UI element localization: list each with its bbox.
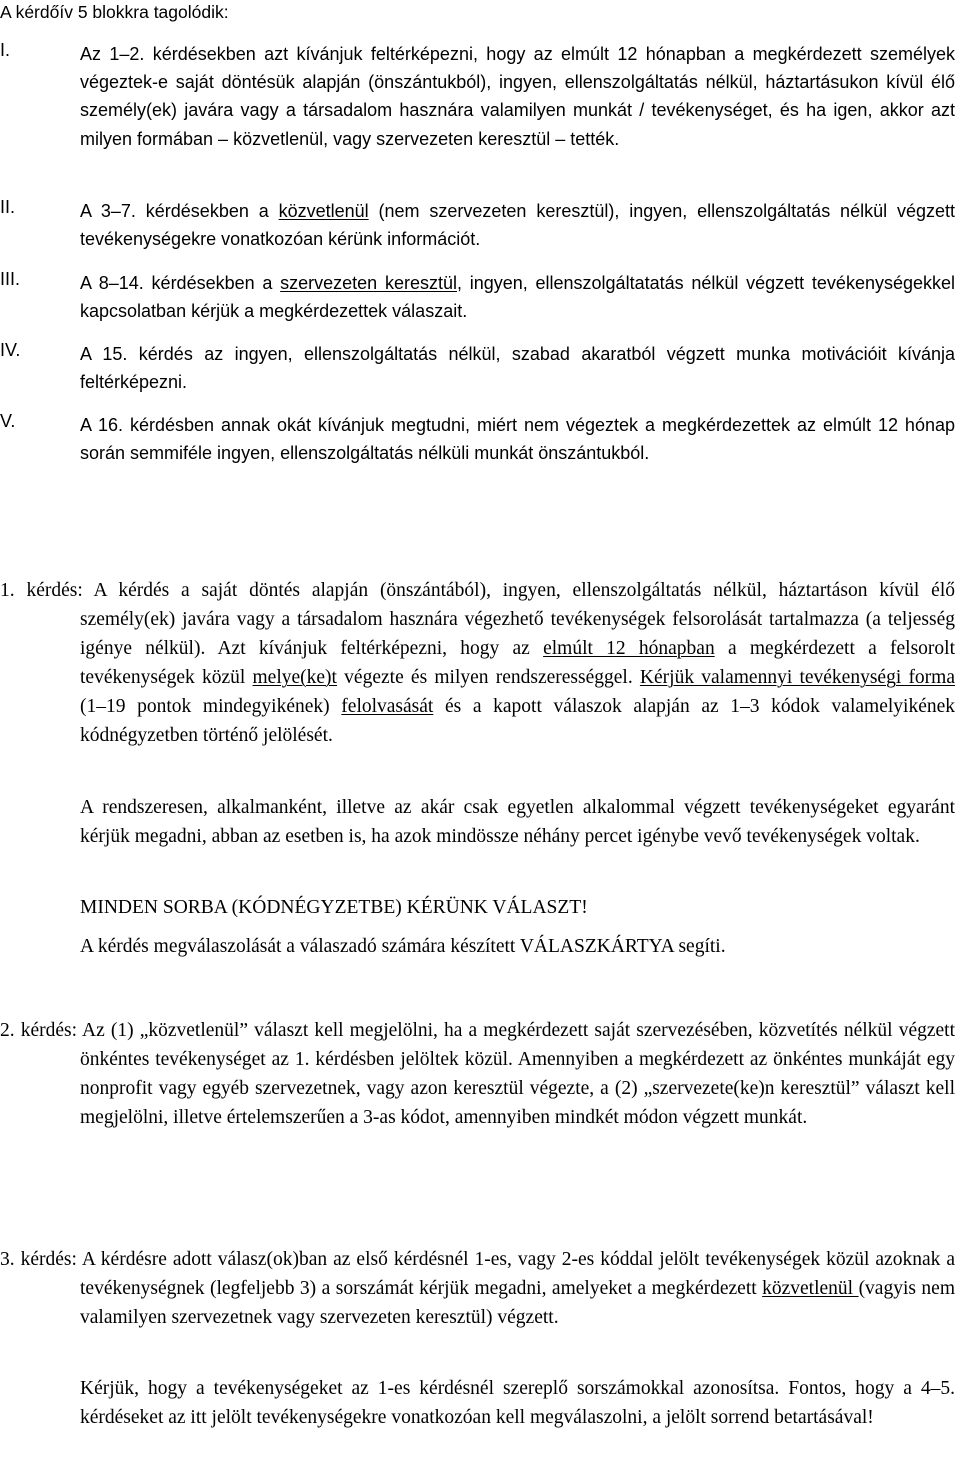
block-text: Az 1–2. kérdésekben azt kívánjuk feltérképezni, hogy az elmúlt 12 hónapban a megkérdezett személyek végeztek-e saját döntésük alapján (önszántukból), ingyen, ellenszolgáltatás nélkül, háztartásukon kívül élő személy(ek) javára vagy a társadalom hasznára valamilyen munkát / tevékenységet, és ha igen, akkor azt milyen formában – közvetlenül, vagy szervezeten keresztül – tették. <box>80 44 955 149</box>
block-I <box>0 40 960 153</box>
block-IV <box>0 340 960 396</box>
block-text: A 16. kérdésben annak okát kívánjuk megtudni, miért nem végeztek a megkérdezettek az elmúlt 12 hónap során semmiféle ingyen, ellenszolgáltatás nélküli munkát önszántukból. <box>80 415 955 464</box>
block-number: V. <box>0 411 16 431</box>
block-text: A 3–7. kérdésekben a közvetlenül (nem szervezeten keresztül), ingyen, ellenszolgáltatás nélkül végzett tevékenységekre vonatkozóan kérünk információt. <box>80 201 955 250</box>
intro-heading: A kérdőív 5 blokkra tagolódik: <box>0 2 229 22</box>
question-1-instruction: MINDEN SORBA (KÓDNÉGYZETBE) KÉRÜNK VÁLASZT! <box>80 897 588 918</box>
block-number: IV. <box>0 340 21 360</box>
question-3-text: 3. kérdés: A kérdésre adott válasz(ok)ban az első kérdésnél 1-es, vagy 2-es kóddal jelölt tevékenységek közül azoknak a tevékenységnek (legfeljebb 3) a sorszámát kérjük megadni, amelyeket a megkérdezett közvetlenül (vagyis nem valamilyen szervezetnek vagy szervezeten keresztül) végzett. <box>0 1249 956 1328</box>
question-1-text: 1. kérdés: A kérdés a saját döntés alapján (önszántából), ingyen, ellenszolgáltatás nélkül, háztartáson kívül élő személy(ek) javára vagy a társadalom hasznára végezhető tevékenységek felsorolását tartalmazza (a teljesség igénye nélkül). Azt kívánjuk feltérképezni, hogy az elmúlt 12 hónapban a megkérdezett a felsorolt tevékenységek közül melye(ke)t végezte és milyen rendszerességgel. Kérjük valamennyi tevékenységi forma (1–19 pontok mindegyikének) felolvasását és a kapott válaszok alapján az 1–3 kódok valamelyikének kódnégyzetben történő jelölését. <box>0 580 956 746</box>
question-1-answer-card-note: A kérdés megválaszolását a válaszadó számára készített VÁLASZKÁRTYA segíti. <box>80 936 726 957</box>
underlined-term: elmúlt 12 hónapban <box>543 638 715 659</box>
block-number: I. <box>0 40 11 60</box>
underlined-term: szervezeten keresztül <box>280 273 457 293</box>
underlined-term: Kérjük valamennyi tevékenységi forma <box>639 667 955 688</box>
question-3-note: Kérjük, hogy a tevékenységeket az 1-es kérdésnél szereplő sorszámokkal azonosítsa. Fontos, hogy a 4–5. kérdéseket az itt jelölt tevékenységekre vonatkozóan kell megválaszolni, a jelölt sorrend betartásával! <box>80 1378 955 1428</box>
question-1-note: A rendszeresen, alkalmanként, illetve az akár csak egyetlen alkalommal végzett tevékenységeket egyaránt kérjük megadni, abban az esetben is, ha azok mindössze néhány percet igénybe vevő tevékenységek voltak. <box>80 797 955 847</box>
underlined-term: közvetlenül <box>762 1278 859 1299</box>
block-text: A 8–14. kérdésekben a szervezeten keresztül, ingyen, ellenszolgáltatatás nélkül végzett tevékenységekkel kapcsolatban kérjük a megkérdezettek válaszait. <box>80 273 956 322</box>
question-2-text: 2. kérdés: Az (1) „közvetlenül” választ kell megjelölni, ha a megkérdezett saját szervezésében, közvetítés nélkül végzett önkéntes tevékenységet az 1. kérdésben jelöltek közül. Amennyiben a megkérdezett az önkéntes munkáját egy nonprofit vagy egyéb szervezetnek, vagy azon keresztül végezte, a (2) „szervezete(ke)n keresztül” választ kell megjelölni, illetve értelemszerűen a 3-as kódot, amennyiben mindkét módon végzett munkát. <box>0 1020 955 1128</box>
block-number: III. <box>0 269 21 289</box>
underlined-term: melye(ke)t <box>252 667 337 688</box>
underlined-term: felolvasását <box>341 696 434 717</box>
block-text: A 15. kérdés az ingyen, ellenszolgáltatás nélkül, szabad akaratból végzett munka motivációit kívánja feltérképezni. <box>80 344 955 393</box>
block-number: II. <box>0 197 16 217</box>
block-V <box>0 411 960 467</box>
block-II <box>0 197 960 253</box>
underlined-term: közvetlenül <box>278 201 369 221</box>
block-III <box>0 269 960 325</box>
